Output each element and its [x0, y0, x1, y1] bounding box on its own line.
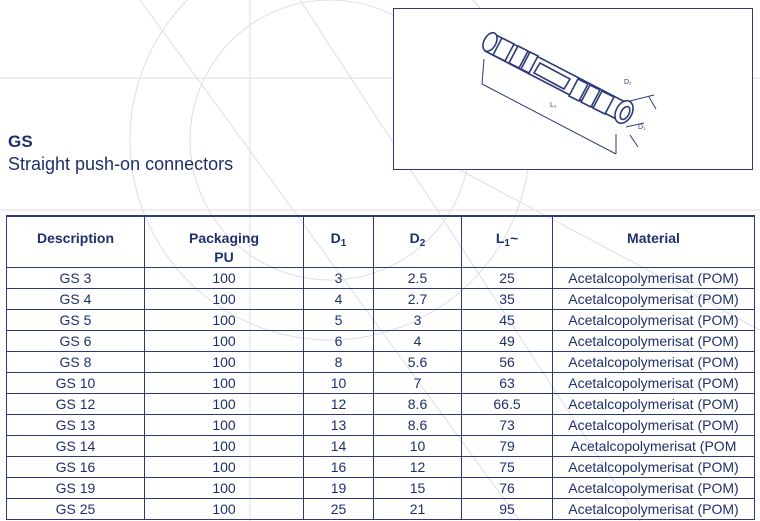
cell-material: Acetalcopolymerisat (POM) [553, 310, 755, 331]
cell-description: GS 19 [7, 478, 145, 499]
cell-material: Acetalcopolymerisat (POM) [553, 331, 755, 352]
cell-d1: 8 [304, 352, 374, 373]
cell-description: GS 10 [7, 373, 145, 394]
table-body [7, 268, 755, 520]
cell-l1: 66.5 [462, 394, 553, 415]
cell-l1: 35 [462, 289, 553, 310]
cell-d1: 6 [304, 331, 374, 352]
cell-material: Acetalcopolymerisat (POM) [553, 289, 755, 310]
cell-description: GS 14 [7, 436, 145, 457]
cell-material: Acetalcopolymerisat (POM) [553, 457, 755, 478]
header-d1 [304, 216, 374, 268]
header-packaging-line2: PU [214, 249, 234, 265]
cell-l1: 63 [462, 373, 553, 394]
cell-pu: 100 [145, 268, 304, 289]
cell-d1: 5 [304, 310, 374, 331]
cell-l1: 95 [462, 499, 553, 520]
header-l1-suffix: ~ [509, 230, 519, 246]
cell-pu: 100 [145, 457, 304, 478]
cell-pu: 100 [145, 289, 304, 310]
table-row [7, 499, 755, 520]
cell-d2: 2.7 [374, 289, 462, 310]
cell-l1: 56 [462, 352, 553, 373]
cell-l1: 45 [462, 310, 553, 331]
cell-d1: 16 [304, 457, 374, 478]
cell-material: Acetalcopolymerisat (POM) [553, 499, 755, 520]
header-material: Material [553, 216, 755, 268]
cell-pu: 100 [145, 352, 304, 373]
header-l1-sub: 1 [504, 238, 510, 249]
cell-d2: 15 [374, 478, 462, 499]
cell-d1: 10 [304, 373, 374, 394]
header-d1-main: D [330, 230, 341, 246]
cell-d2: 4 [374, 331, 462, 352]
cell-d2: 7 [374, 373, 462, 394]
cell-d1: 4 [304, 289, 374, 310]
table-row [7, 394, 755, 415]
cell-pu: 100 [145, 499, 304, 520]
cell-material: Acetalcopolymerisat (POM) [553, 394, 755, 415]
cell-description: GS 6 [7, 331, 145, 352]
product-code: GS [8, 132, 33, 151]
cell-l1: 76 [462, 478, 553, 499]
table-row [7, 478, 755, 499]
header-d1-sub: 1 [340, 238, 347, 249]
header-l1-main: L [495, 230, 505, 246]
table-row [7, 436, 755, 457]
table-row [7, 268, 755, 289]
cell-l1: 49 [462, 331, 553, 352]
table-row [7, 457, 755, 478]
cell-d1: 3 [304, 268, 374, 289]
header-packaging [145, 216, 304, 268]
cell-description: GS 4 [7, 289, 145, 310]
cell-pu: 100 [145, 373, 304, 394]
cell-pu: 100 [145, 310, 304, 331]
cell-d1: 19 [304, 478, 374, 499]
header-packaging-line1: Packaging [188, 230, 260, 246]
l1-label: L₁ [550, 102, 557, 109]
cell-d1: 13 [304, 415, 374, 436]
cell-d2: 10 [374, 436, 462, 457]
cell-pu: 100 [145, 478, 304, 499]
cell-l1: 25 [462, 268, 553, 289]
header-description: Description [7, 216, 145, 268]
cell-l1: 73 [462, 415, 553, 436]
header-d2-main: D [409, 230, 420, 246]
cell-pu: 100 [145, 436, 304, 457]
header-d2 [374, 216, 462, 268]
table-row [7, 289, 755, 310]
cell-pu: 100 [145, 331, 304, 352]
header-d2-sub: 2 [419, 238, 426, 249]
cell-description: GS 12 [7, 394, 145, 415]
table-row [7, 331, 755, 352]
d1-label: D₁ [638, 124, 646, 131]
header-l1 [462, 216, 553, 268]
cell-description: GS 3 [7, 268, 145, 289]
cell-l1: 79 [462, 436, 553, 457]
cell-material: Acetalcopolymerisat (POM [553, 436, 755, 457]
table-row [7, 352, 755, 373]
cell-d2: 3 [374, 310, 462, 331]
cell-d2: 21 [374, 499, 462, 520]
cell-material: Acetalcopolymerisat (POM) [553, 268, 755, 289]
cell-d2: 8.6 [374, 394, 462, 415]
cell-description: GS 25 [7, 499, 145, 520]
spec-table [6, 215, 755, 520]
cell-d2: 2.5 [374, 268, 462, 289]
technical-drawing [393, 8, 753, 170]
cell-pu: 100 [145, 394, 304, 415]
cell-d2: 5.6 [374, 352, 462, 373]
table-row [7, 415, 755, 436]
product-name: Straight push-on connectors [8, 154, 234, 174]
cell-description: GS 16 [7, 457, 145, 478]
cell-material: Acetalcopolymerisat (POM) [553, 373, 755, 394]
cell-description: GS 13 [7, 415, 145, 436]
cell-material: Acetalcopolymerisat (POM) [553, 415, 755, 436]
cell-l1: 75 [462, 457, 553, 478]
table-row [7, 310, 755, 331]
cell-d2: 8.6 [374, 415, 462, 436]
cell-pu: 100 [145, 415, 304, 436]
d2-label: D₂ [624, 79, 632, 86]
cell-d1: 12 [304, 394, 374, 415]
cell-d1: 14 [304, 436, 374, 457]
table-header-row [7, 216, 755, 268]
cell-material: Acetalcopolymerisat (POM) [553, 352, 755, 373]
cell-description: GS 8 [7, 352, 145, 373]
cell-material: Acetalcopolymerisat (POM) [553, 478, 755, 499]
cell-d1: 25 [304, 499, 374, 520]
cell-description: GS 5 [7, 310, 145, 331]
table-row [7, 373, 755, 394]
connector-drawing [394, 9, 754, 171]
cell-d2: 12 [374, 457, 462, 478]
